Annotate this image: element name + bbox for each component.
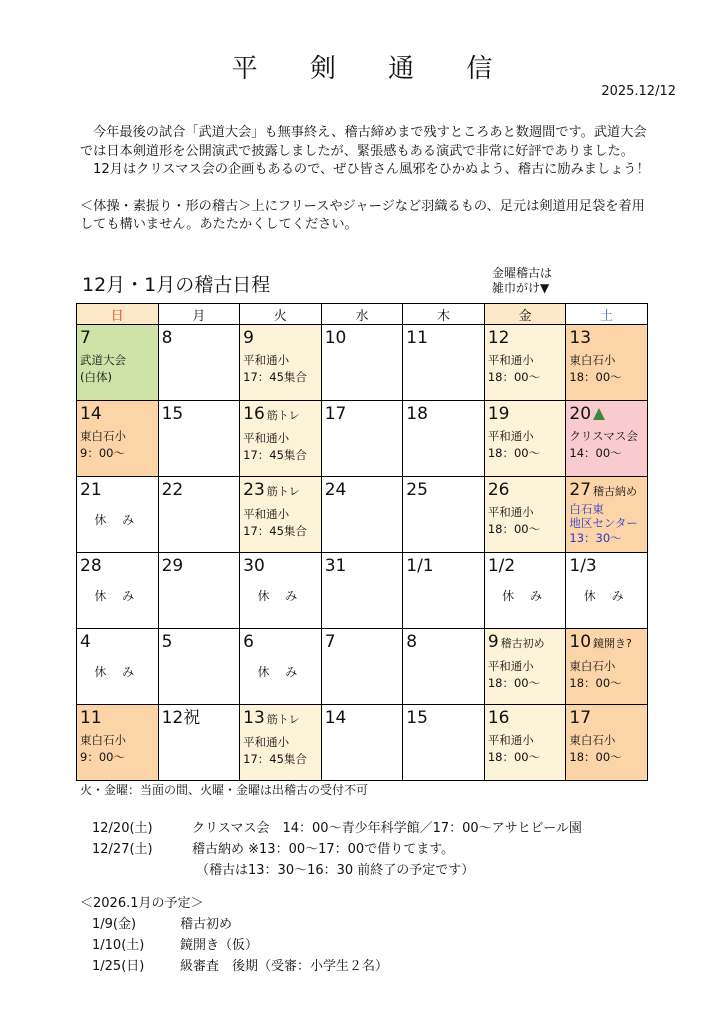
event-time: 17：45集合	[243, 524, 307, 538]
calendar-day	[158, 477, 240, 553]
event-place: 平和通小	[243, 431, 290, 445]
rest-label: 休 み	[257, 665, 304, 679]
calendar-day	[484, 401, 566, 477]
rest-label: 休 み	[94, 589, 141, 603]
calendar-week	[77, 401, 648, 477]
day-number: 5	[161, 632, 173, 652]
event-name: クリスマス会	[569, 429, 638, 443]
calendar-day	[240, 705, 322, 781]
day-number: 17	[569, 708, 592, 728]
december-plans	[92, 818, 582, 881]
day-number: 29	[161, 556, 184, 576]
calendar-day	[158, 401, 240, 477]
event-time: 18：00～	[487, 750, 541, 764]
plan-subnote: （稽古は13：30～16：30 前終了の予定です）	[196, 863, 475, 878]
event-place: 東白石小	[80, 733, 126, 747]
event-place: 東白石小	[80, 429, 126, 443]
day-number: 10	[324, 328, 347, 348]
calendar-day	[77, 629, 159, 705]
calendar-day	[77, 477, 159, 553]
event-time: 17：45集合	[243, 448, 307, 462]
plan-date: 1/9(金)	[92, 917, 137, 932]
rest-label: 休 み	[502, 589, 548, 603]
day-number: 16	[487, 708, 510, 728]
day-number: 25	[406, 480, 428, 500]
weekday-mon: 月	[158, 304, 240, 325]
day-number: 11	[406, 328, 428, 348]
day-number: 1/2	[487, 556, 516, 576]
day-number: 22	[161, 480, 184, 500]
weekday-wed: 水	[321, 304, 403, 325]
day-number: 13	[569, 328, 592, 348]
day-tag: 稽古初め	[500, 637, 545, 650]
day-number-value: 16	[243, 404, 265, 424]
weekday-sun: 日	[77, 304, 159, 325]
day-tag: 稽古納め	[593, 485, 638, 498]
calendar-week	[77, 705, 648, 781]
day-tag: 筋トレ	[266, 409, 300, 422]
day-number: 1/1	[406, 556, 434, 576]
day-number	[569, 631, 644, 655]
calendar-day	[321, 477, 403, 553]
calendar-day	[240, 325, 322, 401]
event-time: 18：00～	[569, 370, 622, 384]
event-place: 平和通小	[243, 353, 290, 367]
christmas-tree-icon	[593, 408, 605, 420]
calendar-day	[321, 629, 403, 705]
calendar-day	[240, 401, 322, 477]
event-time: 17：45集合	[243, 370, 307, 384]
plan-date: 1/10(土)	[92, 938, 145, 953]
day-number: 21	[80, 480, 102, 500]
calendar-table	[76, 303, 648, 781]
rest-label: 休 み	[94, 513, 141, 527]
weekday-fri: 金	[484, 304, 566, 325]
event-time: 18：00～	[487, 676, 541, 690]
plan-text: 鏡開き（仮）	[180, 938, 259, 953]
event-time: 17：45集合	[243, 752, 307, 766]
day-number: 8	[406, 632, 418, 652]
intro-paragraph-3: ＜体操・素振り・形の稽古＞上にフリースやジャージなど羽織るもの、足元は剣道用足袋を着用しても構いません。あたたかくしてください。	[80, 198, 645, 232]
weekday-header-row	[77, 304, 648, 325]
rest-label: 休 み	[583, 589, 630, 603]
event-place: 東白石小	[569, 353, 616, 367]
day-number: 15	[406, 708, 428, 728]
calendar-day	[484, 629, 566, 705]
event-time: 18：00～	[487, 522, 541, 536]
event-place: 平和通小	[487, 733, 534, 747]
calendar-day	[321, 553, 403, 629]
calendar-day	[566, 705, 648, 781]
calendar-week	[77, 629, 648, 705]
calendar-week	[77, 325, 648, 401]
calendar-day	[403, 325, 485, 401]
calendar-day	[484, 325, 566, 401]
calendar-day	[321, 705, 403, 781]
event-place: 平和通小	[243, 507, 290, 521]
calendar-day	[484, 705, 566, 781]
day-tag: 鏡開き?	[593, 637, 632, 650]
event-time: 9：00～	[80, 750, 125, 764]
calendar-day	[158, 629, 240, 705]
day-number	[243, 707, 318, 731]
day-tag: 筋トレ	[266, 713, 300, 726]
calendar-day	[158, 705, 240, 781]
day-number: 9	[243, 328, 254, 348]
calendar-day	[240, 477, 322, 553]
day-number: 17	[324, 404, 347, 424]
day-number	[488, 631, 563, 655]
weekday-sat: 土	[566, 304, 648, 325]
event-name: 武道大会	[80, 353, 126, 367]
calendar-day	[566, 477, 648, 553]
plan-date: 12/20(土)	[92, 821, 153, 836]
day-number: 28	[80, 556, 102, 576]
calendar-day	[77, 553, 159, 629]
day-number: 12祝	[161, 708, 201, 728]
plan-text: 稽古初め	[180, 917, 233, 932]
day-number-value: 23	[243, 480, 265, 500]
intro-paragraph-1: 今年最後の試合「武道大会」も無事終え、稽古締めまで残すところあと数週間です。武道大会では日本剣道形を公開演武で披露しましたが、緊張感もある演武で非常に好評でありました。	[80, 125, 647, 159]
plan-date: 1/25(日)	[92, 959, 145, 974]
calendar-day	[240, 553, 322, 629]
calendar-day	[566, 325, 648, 401]
event-place: (白体)	[80, 370, 112, 384]
event-place: 平和通小	[243, 735, 290, 749]
day-number-value: 9	[487, 632, 499, 652]
day-number: 26	[487, 480, 510, 500]
calendar-day	[484, 477, 566, 553]
event-time: 18：00～	[569, 750, 622, 764]
weekday-tue: 火	[240, 304, 322, 325]
day-number: 6	[243, 632, 254, 652]
plan-text: 稽古納め ※13：00～17：00で借りてます。	[192, 842, 455, 857]
day-number	[569, 479, 644, 503]
event-time: 9：00～	[80, 446, 125, 460]
plan-row	[80, 935, 388, 956]
calendar-day	[403, 705, 485, 781]
day-number	[569, 403, 644, 425]
day-number: 24	[324, 480, 347, 500]
day-number: 14	[80, 404, 102, 424]
event-time: 13：30～	[569, 531, 622, 545]
day-number-value: 13	[243, 708, 265, 728]
calendar-day	[566, 553, 648, 629]
friday-note	[492, 266, 552, 296]
event-place: 東白石小	[569, 733, 616, 747]
day-number: 31	[324, 556, 347, 576]
calendar-week	[77, 553, 648, 629]
calendar-day	[321, 325, 403, 401]
day-number	[243, 479, 318, 503]
event-place: 平和通小	[487, 659, 534, 673]
calendar-day	[158, 325, 240, 401]
plan-row	[80, 914, 388, 935]
january-heading: ＜2026.1月の予定＞	[80, 896, 204, 911]
event-place: 平和通小	[487, 353, 534, 367]
weekday-thu: 木	[403, 304, 485, 325]
day-number: 1/3	[569, 556, 597, 576]
day-number: 7	[80, 328, 91, 348]
calendar-week	[77, 477, 648, 553]
plan-row	[92, 818, 582, 839]
calendar-day	[403, 629, 485, 705]
day-number-value: 27	[569, 480, 592, 500]
plan-date: 12/27(土)	[92, 842, 153, 857]
day-number: 15	[161, 404, 184, 424]
rest-label: 休 み	[94, 665, 141, 679]
calendar-day	[566, 629, 648, 705]
calendar-day	[321, 401, 403, 477]
calendar-day	[403, 477, 485, 553]
day-number: 14	[324, 708, 347, 728]
issue-date: 2025.12/12	[601, 84, 676, 99]
day-number-value: 10	[569, 632, 592, 652]
calendar-day	[240, 629, 322, 705]
day-tag: 筋トレ	[266, 485, 300, 498]
intro-paragraph-2: 12月はクリスマス会の企画もあるので、ぜひ皆さん風邪をひかぬよう、稽古に励みましょう！	[93, 162, 650, 177]
calendar-footnote: 火・金曜：当面の間、火曜・金曜は出稽古の受付不可	[80, 783, 369, 797]
event-time: 18：00～	[569, 676, 622, 690]
calendar-day	[403, 401, 485, 477]
newsletter-title: 平 剣 通 信	[231, 54, 515, 84]
calendar-day	[403, 553, 485, 629]
plan-row	[80, 956, 388, 977]
calendar-day	[158, 553, 240, 629]
day-number: 8	[161, 328, 173, 348]
calendar-day	[566, 401, 648, 477]
event-place: 白石東	[569, 502, 604, 516]
day-number: 12	[487, 328, 510, 348]
day-number-value: 20	[569, 404, 592, 424]
day-number	[243, 403, 318, 427]
event-time: 18：00～	[487, 370, 541, 384]
day-number: 19	[487, 404, 510, 424]
event-time: 14：00～	[569, 446, 622, 460]
calendar-day	[484, 553, 566, 629]
day-number: 18	[406, 404, 428, 424]
calendar-day	[77, 705, 159, 781]
event-time: 18：00～	[487, 446, 541, 460]
day-number: 11	[80, 708, 102, 728]
friday-note-line-1: 金曜稽古は	[492, 266, 553, 280]
event-place: 東白石小	[569, 659, 616, 673]
calendar-day	[77, 401, 159, 477]
schedule-title: 12月・1月の稽古日程	[82, 274, 271, 296]
plan-row	[92, 839, 582, 860]
january-plans	[80, 893, 388, 977]
event-place: 平和通小	[487, 429, 534, 443]
day-number: 4	[80, 632, 91, 652]
friday-note-line-2: 雑巾がけ▼	[492, 281, 550, 295]
calendar-day	[77, 325, 159, 401]
event-place-2: 地区センター	[569, 516, 638, 530]
day-number: 7	[324, 632, 336, 652]
event-place: 平和通小	[487, 505, 534, 519]
plan-text: 級審査 後期（受審：小学生２名）	[180, 959, 389, 974]
day-number: 30	[243, 556, 265, 576]
intro-text	[80, 124, 650, 235]
rest-label: 休 み	[257, 589, 304, 603]
plan-text: クリスマス会 14：00～青少年科学館／17：00～アサヒビール園	[192, 821, 582, 836]
